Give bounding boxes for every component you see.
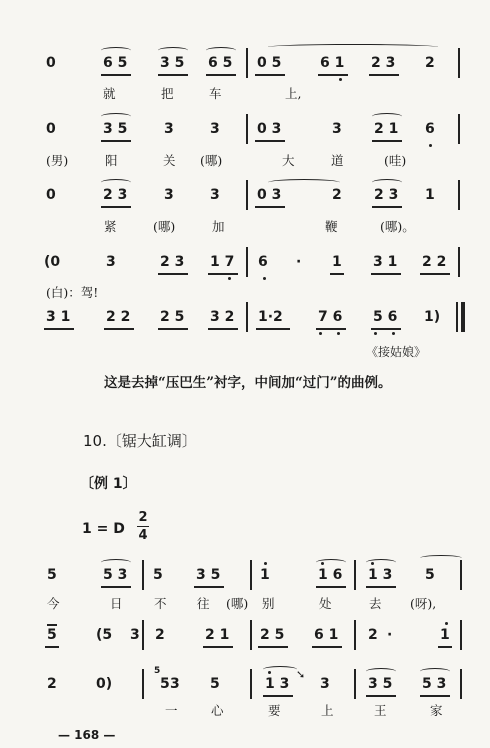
note: (0 <box>44 254 61 270</box>
note: 2 1 <box>205 627 230 643</box>
underline <box>255 140 285 142</box>
underline <box>206 74 236 76</box>
barline <box>354 560 356 590</box>
lyric: (哪)。 <box>380 219 415 234</box>
slur <box>101 113 131 120</box>
note: 5 <box>210 676 220 692</box>
slur <box>206 47 236 54</box>
lyric: 今 <box>47 596 60 611</box>
barline <box>354 669 356 699</box>
note: 5 <box>47 627 57 643</box>
note: 5 <box>47 567 57 583</box>
barline <box>460 620 462 650</box>
underline <box>158 273 188 275</box>
underline <box>372 206 402 208</box>
note: 2 2 <box>422 254 447 270</box>
slur <box>101 559 131 566</box>
note: 5 3 <box>422 676 447 692</box>
octave-dot-high <box>371 562 374 565</box>
time-numerator: 2 <box>138 510 148 525</box>
underline <box>255 206 285 208</box>
note: 2 3 <box>371 55 396 71</box>
note: 1 <box>440 627 450 643</box>
underline <box>438 646 452 648</box>
underline <box>208 273 238 275</box>
underline <box>366 695 396 697</box>
tie-mark <box>47 624 57 626</box>
lyric: 家 <box>430 703 443 718</box>
note: 1 <box>332 254 342 270</box>
note: 2 5 <box>160 309 185 325</box>
note: 6 5 <box>103 55 128 71</box>
octave-dot <box>319 332 322 335</box>
underline <box>366 586 396 588</box>
note: 3 <box>106 254 116 270</box>
lyric: (白)：驾! <box>46 285 99 300</box>
underline <box>158 74 188 76</box>
note: 3 <box>332 121 342 137</box>
time-denominator: 4 <box>138 528 148 543</box>
note: 0 <box>46 187 56 203</box>
note: 6 1 <box>314 627 339 643</box>
note: 3 <box>210 187 220 203</box>
underline <box>158 328 188 330</box>
note: 0 <box>46 121 56 137</box>
octave-dot <box>263 277 266 280</box>
lyric: (哇) <box>384 153 407 168</box>
note: 3 <box>130 627 140 643</box>
section-title: 10.〔锯大缸调〕 <box>83 432 197 450</box>
lyric: 加 <box>212 219 225 234</box>
underline <box>104 328 134 330</box>
grace-note: 5 <box>154 666 161 676</box>
note: 5 <box>425 567 435 583</box>
underline <box>256 328 290 330</box>
note: 3 <box>170 676 180 692</box>
source-title: 《接姑娘》 <box>366 345 427 359</box>
note: 7 6 <box>318 309 343 325</box>
note: 2 2 <box>106 309 131 325</box>
lyric: 一 <box>165 703 178 718</box>
underline <box>44 328 74 330</box>
barline <box>354 620 356 650</box>
note: 0 3 <box>257 187 282 203</box>
slur <box>420 668 450 675</box>
note: 1 3 <box>368 567 393 583</box>
barline <box>458 247 460 277</box>
note: 3 <box>164 121 174 137</box>
barline <box>142 620 144 650</box>
barline <box>246 180 248 210</box>
note: 3 <box>320 676 330 692</box>
page-number: — 168 — <box>58 728 116 742</box>
note: 5 6 <box>373 309 398 325</box>
note: 3 5 <box>160 55 185 71</box>
lyric: 要 <box>268 703 281 718</box>
note: · <box>296 254 302 270</box>
note: 2 <box>425 55 435 71</box>
note: (5 <box>96 627 113 643</box>
lyric: 把 <box>161 86 174 101</box>
underline <box>316 586 346 588</box>
barline <box>458 180 460 210</box>
octave-dot-high <box>321 562 324 565</box>
slur <box>372 179 402 186</box>
underline <box>372 140 402 142</box>
caption: 这是去掉“压巴生”衬字，中间加“过门”的曲例。 <box>104 375 392 391</box>
note: 6 1 <box>320 55 345 71</box>
octave-dot <box>339 78 342 81</box>
note: 2 3 <box>160 254 185 270</box>
barline <box>460 560 462 590</box>
underline <box>312 646 342 648</box>
barline <box>246 114 248 144</box>
note: 3 5 <box>368 676 393 692</box>
note: 2 <box>332 187 342 203</box>
lyric: 紧 <box>104 219 117 234</box>
note: 3 1 <box>46 309 71 325</box>
lyric: 不 <box>154 596 167 611</box>
note: 0 <box>46 55 56 71</box>
note: 0 3 <box>257 121 282 137</box>
slur <box>101 179 131 186</box>
barline <box>246 48 248 78</box>
note: 2 3 <box>374 187 399 203</box>
note: 1 <box>260 567 270 583</box>
note: 2 5 <box>260 627 285 643</box>
barline <box>458 114 460 144</box>
underline <box>101 206 131 208</box>
underline <box>258 646 288 648</box>
octave-dot <box>429 144 432 147</box>
octave-dot <box>228 277 231 280</box>
octave-dot-high <box>268 671 271 674</box>
octave-dot-high <box>264 562 267 565</box>
note: 1 <box>425 187 435 203</box>
lyric: 车 <box>209 86 222 101</box>
slur <box>366 668 396 675</box>
example-label: 〔例 1〕 <box>80 476 137 492</box>
barline <box>246 247 248 277</box>
lyric: 就 <box>103 86 116 101</box>
octave-dot <box>374 332 377 335</box>
underline <box>208 328 238 330</box>
slur <box>101 47 131 54</box>
barline <box>246 302 248 332</box>
lyric: 处 <box>319 596 332 611</box>
octave-dot <box>337 332 340 335</box>
underline <box>371 328 401 330</box>
note: 3 <box>210 121 220 137</box>
barline <box>142 669 144 699</box>
note: 0 5 <box>257 55 282 71</box>
barline <box>142 560 144 590</box>
underline <box>371 273 401 275</box>
underline <box>101 140 131 142</box>
underline <box>263 695 293 697</box>
underline <box>420 695 450 697</box>
lyric: 去 <box>369 596 382 611</box>
note: 6 <box>425 121 435 137</box>
note: 5 <box>160 676 170 692</box>
note: · <box>387 627 393 643</box>
lyric: 阳 <box>105 153 118 168</box>
lyric: 上 <box>321 703 334 718</box>
note: 1 7 <box>210 254 235 270</box>
note: 1 6 <box>318 567 343 583</box>
lyric: 心 <box>211 703 224 718</box>
note: 3 1 <box>373 254 398 270</box>
lyric: 别 <box>262 596 275 611</box>
slur <box>268 44 438 50</box>
octave-dot <box>392 332 395 335</box>
note: 5 3 <box>103 567 128 583</box>
slur <box>372 113 402 120</box>
lyric: (哪) <box>226 596 249 611</box>
final-barline-thick <box>461 302 465 332</box>
lyric: (呀), <box>410 596 437 611</box>
underline <box>194 586 224 588</box>
underline <box>316 328 346 330</box>
underline <box>369 74 399 76</box>
underline <box>420 273 450 275</box>
note: 1) <box>424 309 441 325</box>
underline <box>318 74 348 76</box>
note: 2 <box>47 676 57 692</box>
note: 0) <box>96 676 113 692</box>
note: 2 <box>368 627 378 643</box>
barline <box>460 669 462 699</box>
note: 2 1 <box>374 121 399 137</box>
final-barline-thin <box>456 302 458 332</box>
lyric: 道 <box>331 153 344 168</box>
lyric: 鞭 <box>325 219 338 234</box>
underline <box>101 74 131 76</box>
note: 3 5 <box>196 567 221 583</box>
arrow-icon: ➘ <box>296 668 306 681</box>
underline <box>101 586 131 588</box>
lyric: 日 <box>110 596 123 611</box>
note: 6 5 <box>208 55 233 71</box>
note: 3 5 <box>103 121 128 137</box>
lyric: (哪) <box>200 153 223 168</box>
key-signature: 1 = D <box>82 521 125 537</box>
underline <box>330 273 344 275</box>
underline <box>45 646 59 648</box>
underline <box>255 74 285 76</box>
note: 1 3 <box>265 676 290 692</box>
barline <box>250 669 252 699</box>
slur <box>158 47 188 54</box>
lyric: (男) <box>46 153 69 168</box>
note: 6 <box>258 254 268 270</box>
lyric: (哪) <box>153 219 176 234</box>
underline <box>203 646 233 648</box>
slur <box>268 179 340 186</box>
lyric: 往 <box>197 596 210 611</box>
barline <box>250 620 252 650</box>
note: 2 <box>155 627 165 643</box>
time-signature <box>137 510 149 543</box>
note: 3 <box>164 187 174 203</box>
lyric: 关 <box>163 153 176 168</box>
note: 1·2 <box>258 309 283 325</box>
note: 3 2 <box>210 309 235 325</box>
barline <box>250 560 252 590</box>
lyric: 大 <box>282 153 295 168</box>
note: 2 3 <box>103 187 128 203</box>
lyric: 上, <box>285 86 302 101</box>
octave-dot-high <box>445 622 448 625</box>
barline <box>458 48 460 78</box>
lyric: 王 <box>374 703 387 718</box>
note: 5 <box>153 567 163 583</box>
slur <box>420 555 462 561</box>
